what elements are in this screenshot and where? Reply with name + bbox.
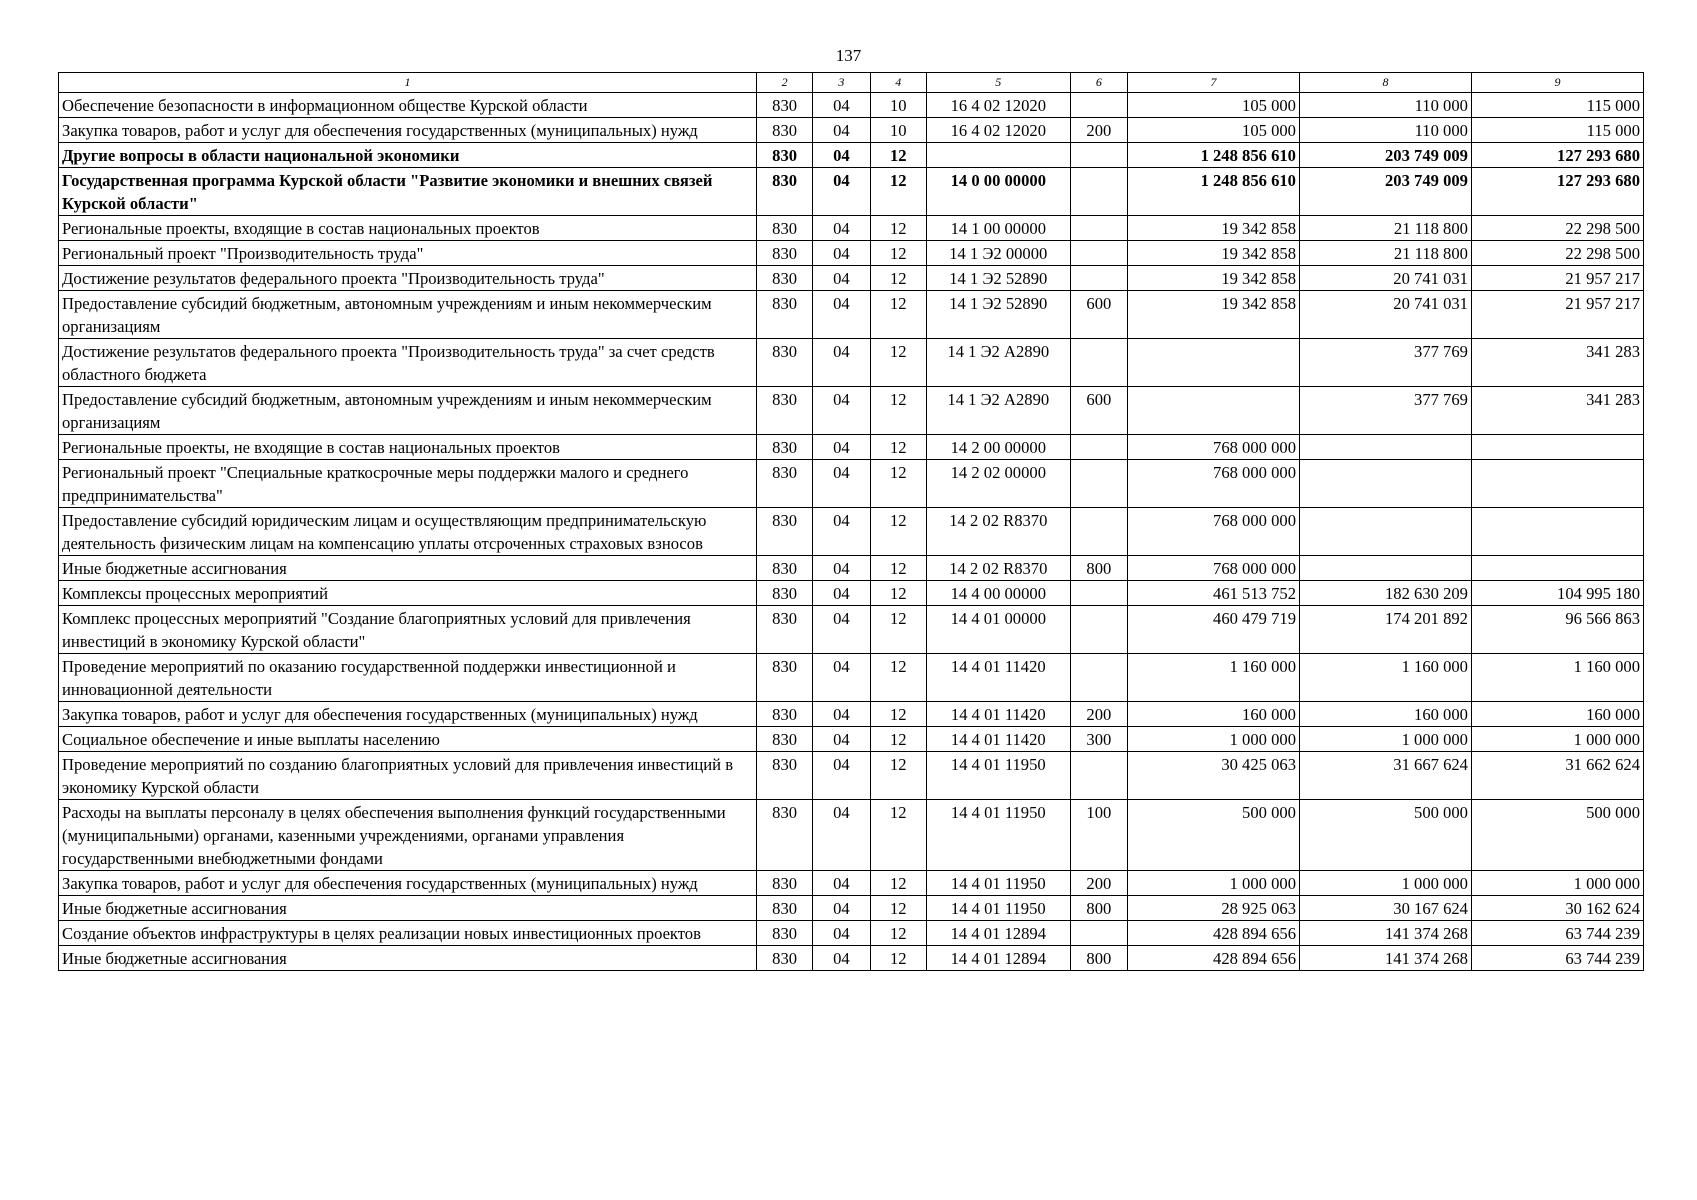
administrator-code-cell: 830 (756, 387, 812, 435)
subsection-code-cell: 12 (870, 241, 926, 266)
amount-cell-col7 (1128, 339, 1300, 387)
amount-cell-col7: 19 342 858 (1128, 241, 1300, 266)
subsection-code-cell: 12 (870, 946, 926, 971)
amount-cell-col9: 1 000 000 (1471, 727, 1643, 752)
administrator-code-cell: 830 (756, 702, 812, 727)
expense-type-code-cell: 100 (1070, 800, 1127, 871)
table-row (59, 241, 1644, 266)
column-header: 9 (1471, 73, 1643, 93)
subsection-code-cell: 12 (870, 800, 926, 871)
amount-cell-col9: 500 000 (1471, 800, 1643, 871)
expense-type-code-cell (1070, 508, 1127, 556)
expense-name-cell: Комплексы процессных мероприятий (59, 581, 757, 606)
expense-name-cell: Региональные проекты, входящие в состав национальных проектов (59, 216, 757, 241)
table-row (59, 946, 1644, 971)
amount-cell-col8: 377 769 (1299, 339, 1471, 387)
expense-type-code-cell (1070, 435, 1127, 460)
subsection-code-cell: 12 (870, 143, 926, 168)
table-row (59, 508, 1644, 556)
section-code-cell: 04 (813, 946, 870, 971)
target-article-code-cell: 14 4 01 12894 (926, 921, 1070, 946)
subsection-code-cell: 12 (870, 752, 926, 800)
administrator-code-cell: 830 (756, 266, 812, 291)
amount-cell-col7: 500 000 (1128, 800, 1300, 871)
amount-cell-col9: 104 995 180 (1471, 581, 1643, 606)
amount-cell-col7: 428 894 656 (1128, 946, 1300, 971)
expense-name-cell: Закупка товаров, работ и услуг для обеспечения государственных (муниципальных) нужд (59, 702, 757, 727)
expense-type-code-cell (1070, 581, 1127, 606)
expense-name-cell: Комплекс процессных мероприятий "Создание благоприятных условий для привлечения инвестиций в экономику Курской области" (59, 606, 757, 654)
section-code-cell: 04 (813, 752, 870, 800)
expense-type-code-cell (1070, 606, 1127, 654)
amount-cell-col8: 377 769 (1299, 387, 1471, 435)
section-code-cell: 04 (813, 921, 870, 946)
amount-cell-col8: 160 000 (1299, 702, 1471, 727)
column-number-row (59, 73, 1644, 93)
target-article-code-cell: 14 2 02 R8370 (926, 556, 1070, 581)
administrator-code-cell: 830 (756, 581, 812, 606)
administrator-code-cell: 830 (756, 727, 812, 752)
table-row (59, 460, 1644, 508)
amount-cell-col9: 21 957 217 (1471, 291, 1643, 339)
table-row (59, 435, 1644, 460)
administrator-code-cell: 830 (756, 291, 812, 339)
table-row (59, 168, 1644, 216)
table-row (59, 581, 1644, 606)
table-row (59, 387, 1644, 435)
amount-cell-col8: 141 374 268 (1299, 946, 1471, 971)
amount-cell-col9: 21 957 217 (1471, 266, 1643, 291)
amount-cell-col7: 1 248 856 610 (1128, 143, 1300, 168)
table-row (59, 654, 1644, 702)
expense-type-code-cell (1070, 93, 1127, 118)
section-code-cell: 04 (813, 581, 870, 606)
expense-name-cell: Проведение мероприятий по созданию благоприятных условий для привлечения инвестиций в экономику Курской области (59, 752, 757, 800)
amount-cell-col8: 1 000 000 (1299, 727, 1471, 752)
section-code-cell: 04 (813, 241, 870, 266)
amount-cell-col8 (1299, 435, 1471, 460)
section-code-cell: 04 (813, 118, 870, 143)
column-header: 7 (1128, 73, 1300, 93)
administrator-code-cell: 830 (756, 118, 812, 143)
amount-cell-col9: 115 000 (1471, 93, 1643, 118)
page-number: 137 (835, 46, 862, 65)
amount-cell-col9 (1471, 460, 1643, 508)
table-row (59, 266, 1644, 291)
target-article-code-cell: 14 4 01 00000 (926, 606, 1070, 654)
target-article-code-cell: 14 4 00 00000 (926, 581, 1070, 606)
section-code-cell: 04 (813, 266, 870, 291)
administrator-code-cell: 830 (756, 556, 812, 581)
section-code-cell: 04 (813, 216, 870, 241)
amount-cell-col8 (1299, 460, 1471, 508)
subsection-code-cell: 12 (870, 291, 926, 339)
column-header: 8 (1299, 73, 1471, 93)
amount-cell-col8: 31 667 624 (1299, 752, 1471, 800)
target-article-code-cell: 14 4 01 11950 (926, 871, 1070, 896)
amount-cell-col7: 19 342 858 (1128, 216, 1300, 241)
administrator-code-cell: 830 (756, 241, 812, 266)
target-article-code-cell: 14 4 01 11420 (926, 654, 1070, 702)
table-row (59, 339, 1644, 387)
administrator-code-cell: 830 (756, 168, 812, 216)
column-header: 2 (756, 73, 812, 93)
amount-cell-col9: 31 662 624 (1471, 752, 1643, 800)
target-article-code-cell: 14 1 Э2 А2890 (926, 387, 1070, 435)
expense-type-code-cell (1070, 266, 1127, 291)
amount-cell-col8: 141 374 268 (1299, 921, 1471, 946)
subsection-code-cell: 12 (870, 702, 926, 727)
subsection-code-cell: 10 (870, 93, 926, 118)
target-article-code-cell: 14 1 00 00000 (926, 216, 1070, 241)
amount-cell-col8: 174 201 892 (1299, 606, 1471, 654)
amount-cell-col9: 22 298 500 (1471, 241, 1643, 266)
amount-cell-col7: 461 513 752 (1128, 581, 1300, 606)
target-article-code-cell: 14 2 00 00000 (926, 435, 1070, 460)
amount-cell-col9: 63 744 239 (1471, 921, 1643, 946)
expense-name-cell: Предоставление субсидий бюджетным, автономным учреждениям и иным некоммерческим организациям (59, 291, 757, 339)
expense-name-cell: Расходы на выплаты персоналу в целях обеспечения выполнения функций государственными (муниципальными) органами, казенными учреждениями, органами управления государственными внебюджетными фондами (59, 800, 757, 871)
expense-type-code-cell (1070, 216, 1127, 241)
section-code-cell: 04 (813, 387, 870, 435)
amount-cell-col8: 500 000 (1299, 800, 1471, 871)
amount-cell-col8: 203 749 009 (1299, 143, 1471, 168)
administrator-code-cell: 830 (756, 800, 812, 871)
target-article-code-cell: 14 1 Э2 00000 (926, 241, 1070, 266)
subsection-code-cell: 12 (870, 581, 926, 606)
subsection-code-cell: 12 (870, 921, 926, 946)
amount-cell-col9: 160 000 (1471, 702, 1643, 727)
target-article-code-cell (926, 143, 1070, 168)
table-row (59, 800, 1644, 871)
expense-type-code-cell: 200 (1070, 871, 1127, 896)
subsection-code-cell: 12 (870, 460, 926, 508)
section-code-cell: 04 (813, 654, 870, 702)
expense-name-cell: Предоставление субсидий юридическим лицам и осуществляющим предпринимательскую деятельность физическим лицам на компенсацию уплаты отсроченных страховых взносов (59, 508, 757, 556)
table-row (59, 143, 1644, 168)
administrator-code-cell: 830 (756, 946, 812, 971)
amount-cell-col7: 19 342 858 (1128, 266, 1300, 291)
expense-name-cell: Региональные проекты, не входящие в состав национальных проектов (59, 435, 757, 460)
administrator-code-cell: 830 (756, 143, 812, 168)
table-row (59, 93, 1644, 118)
amount-cell-col8: 30 167 624 (1299, 896, 1471, 921)
expense-type-code-cell (1070, 143, 1127, 168)
amount-cell-col7: 105 000 (1128, 93, 1300, 118)
amount-cell-col9: 115 000 (1471, 118, 1643, 143)
table-row (59, 921, 1644, 946)
administrator-code-cell: 830 (756, 93, 812, 118)
section-code-cell: 04 (813, 291, 870, 339)
amount-cell-col8: 1 160 000 (1299, 654, 1471, 702)
expense-type-code-cell: 600 (1070, 291, 1127, 339)
amount-cell-col8 (1299, 508, 1471, 556)
amount-cell-col7: 160 000 (1128, 702, 1300, 727)
expense-name-cell: Иные бюджетные ассигнования (59, 556, 757, 581)
expense-type-code-cell: 200 (1070, 702, 1127, 727)
amount-cell-col7: 768 000 000 (1128, 460, 1300, 508)
amount-cell-col8: 110 000 (1299, 118, 1471, 143)
expense-name-cell: Проведение мероприятий по оказанию государственной поддержки инвестиционной и инновационной деятельности (59, 654, 757, 702)
budget-table (58, 72, 1644, 971)
target-article-code-cell: 16 4 02 12020 (926, 93, 1070, 118)
expense-name-cell: Государственная программа Курской области "Развитие экономики и внешних связей Курской области" (59, 168, 757, 216)
subsection-code-cell: 12 (870, 508, 926, 556)
expense-name-cell: Закупка товаров, работ и услуг для обеспечения государственных (муниципальных) нужд (59, 118, 757, 143)
amount-cell-col8: 110 000 (1299, 93, 1471, 118)
section-code-cell: 04 (813, 93, 870, 118)
column-header: 6 (1070, 73, 1127, 93)
section-code-cell: 04 (813, 143, 870, 168)
amount-cell-col9: 341 283 (1471, 339, 1643, 387)
amount-cell-col7: 19 342 858 (1128, 291, 1300, 339)
amount-cell-col8: 21 118 800 (1299, 216, 1471, 241)
expense-type-code-cell: 600 (1070, 387, 1127, 435)
expense-type-code-cell (1070, 921, 1127, 946)
expense-name-cell: Иные бюджетные ассигнования (59, 946, 757, 971)
administrator-code-cell: 830 (756, 654, 812, 702)
expense-type-code-cell (1070, 460, 1127, 508)
amount-cell-col8: 203 749 009 (1299, 168, 1471, 216)
expense-name-cell: Социальное обеспечение и иные выплаты населению (59, 727, 757, 752)
table-row (59, 216, 1644, 241)
expense-type-code-cell: 800 (1070, 556, 1127, 581)
amount-cell-col8: 21 118 800 (1299, 241, 1471, 266)
expense-name-cell: Достижение результатов федерального проекта "Производительность труда" (59, 266, 757, 291)
expense-name-cell: Создание объектов инфраструктуры в целях реализации новых инвестиционных проектов (59, 921, 757, 946)
amount-cell-col9 (1471, 435, 1643, 460)
section-code-cell: 04 (813, 339, 870, 387)
section-code-cell: 04 (813, 556, 870, 581)
amount-cell-col9: 127 293 680 (1471, 168, 1643, 216)
table-row (59, 606, 1644, 654)
amount-cell-col7 (1128, 387, 1300, 435)
subsection-code-cell: 12 (870, 435, 926, 460)
expense-name-cell: Предоставление субсидий бюджетным, автономным учреждениям и иным некоммерческим организациям (59, 387, 757, 435)
section-code-cell: 04 (813, 800, 870, 871)
target-article-code-cell: 14 4 01 12894 (926, 946, 1070, 971)
section-code-cell: 04 (813, 435, 870, 460)
subsection-code-cell: 12 (870, 871, 926, 896)
administrator-code-cell: 830 (756, 216, 812, 241)
amount-cell-col9: 22 298 500 (1471, 216, 1643, 241)
amount-cell-col9: 63 744 239 (1471, 946, 1643, 971)
column-header: 3 (813, 73, 870, 93)
amount-cell-col9: 341 283 (1471, 387, 1643, 435)
target-article-code-cell: 14 1 Э2 А2890 (926, 339, 1070, 387)
amount-cell-col7: 1 000 000 (1128, 727, 1300, 752)
administrator-code-cell: 830 (756, 339, 812, 387)
amount-cell-col8: 182 630 209 (1299, 581, 1471, 606)
subsection-code-cell: 12 (870, 654, 926, 702)
amount-cell-col7: 105 000 (1128, 118, 1300, 143)
column-header: 1 (59, 73, 757, 93)
expense-type-code-cell (1070, 654, 1127, 702)
expense-type-code-cell (1070, 168, 1127, 216)
expense-type-code-cell: 200 (1070, 118, 1127, 143)
table-row (59, 752, 1644, 800)
administrator-code-cell: 830 (756, 871, 812, 896)
target-article-code-cell: 14 1 Э2 52890 (926, 266, 1070, 291)
amount-cell-col7: 1 248 856 610 (1128, 168, 1300, 216)
administrator-code-cell: 830 (756, 752, 812, 800)
subsection-code-cell: 12 (870, 606, 926, 654)
subsection-code-cell: 12 (870, 339, 926, 387)
subsection-code-cell: 12 (870, 168, 926, 216)
amount-cell-col7: 768 000 000 (1128, 556, 1300, 581)
table-row (59, 727, 1644, 752)
target-article-code-cell: 14 1 Э2 52890 (926, 291, 1070, 339)
subsection-code-cell: 10 (870, 118, 926, 143)
administrator-code-cell: 830 (756, 896, 812, 921)
expense-name-cell: Достижение результатов федерального проекта "Производительность труда" за счет средств областного бюджета (59, 339, 757, 387)
target-article-code-cell: 14 4 01 11950 (926, 752, 1070, 800)
section-code-cell: 04 (813, 460, 870, 508)
administrator-code-cell: 830 (756, 460, 812, 508)
amount-cell-col7: 30 425 063 (1128, 752, 1300, 800)
amount-cell-col9 (1471, 556, 1643, 581)
amount-cell-col7: 28 925 063 (1128, 896, 1300, 921)
column-header: 5 (926, 73, 1070, 93)
administrator-code-cell: 830 (756, 435, 812, 460)
expense-name-cell: Региональный проект "Производительность труда" (59, 241, 757, 266)
target-article-code-cell: 16 4 02 12020 (926, 118, 1070, 143)
amount-cell-col9: 96 566 863 (1471, 606, 1643, 654)
amount-cell-col9: 127 293 680 (1471, 143, 1643, 168)
section-code-cell: 04 (813, 508, 870, 556)
target-article-code-cell: 14 0 00 00000 (926, 168, 1070, 216)
section-code-cell: 04 (813, 702, 870, 727)
expense-name-cell: Другие вопросы в области национальной экономики (59, 143, 757, 168)
subsection-code-cell: 12 (870, 216, 926, 241)
amount-cell-col7: 460 479 719 (1128, 606, 1300, 654)
target-article-code-cell: 14 4 01 11950 (926, 800, 1070, 871)
expense-name-cell: Иные бюджетные ассигнования (59, 896, 757, 921)
subsection-code-cell: 12 (870, 387, 926, 435)
section-code-cell: 04 (813, 727, 870, 752)
target-article-code-cell: 14 2 02 R8370 (926, 508, 1070, 556)
target-article-code-cell: 14 4 01 11420 (926, 702, 1070, 727)
administrator-code-cell: 830 (756, 921, 812, 946)
amount-cell-col8 (1299, 556, 1471, 581)
expense-name-cell: Региональный проект "Специальные краткосрочные меры поддержки малого и среднего предпринимательства" (59, 460, 757, 508)
table-row (59, 291, 1644, 339)
target-article-code-cell: 14 4 01 11420 (926, 727, 1070, 752)
table-row (59, 556, 1644, 581)
subsection-code-cell: 12 (870, 556, 926, 581)
section-code-cell: 04 (813, 871, 870, 896)
amount-cell-col7: 768 000 000 (1128, 435, 1300, 460)
subsection-code-cell: 12 (870, 896, 926, 921)
section-code-cell: 04 (813, 896, 870, 921)
table-row (59, 118, 1644, 143)
amount-cell-col9: 30 162 624 (1471, 896, 1643, 921)
table-row (59, 896, 1644, 921)
table-row (59, 702, 1644, 727)
expense-type-code-cell (1070, 339, 1127, 387)
expense-name-cell: Закупка товаров, работ и услуг для обеспечения государственных (муниципальных) нужд (59, 871, 757, 896)
expense-type-code-cell (1070, 752, 1127, 800)
target-article-code-cell: 14 2 02 00000 (926, 460, 1070, 508)
section-code-cell: 04 (813, 168, 870, 216)
expense-type-code-cell (1070, 241, 1127, 266)
expense-type-code-cell: 300 (1070, 727, 1127, 752)
amount-cell-col8: 20 741 031 (1299, 291, 1471, 339)
expense-name-cell: Обеспечение безопасности в информационном обществе Курской области (59, 93, 757, 118)
section-code-cell: 04 (813, 606, 870, 654)
expense-type-code-cell: 800 (1070, 896, 1127, 921)
amount-cell-col7: 1 000 000 (1128, 871, 1300, 896)
table-row (59, 871, 1644, 896)
amount-cell-col7: 768 000 000 (1128, 508, 1300, 556)
expense-type-code-cell: 800 (1070, 946, 1127, 971)
amount-cell-col9: 1 000 000 (1471, 871, 1643, 896)
amount-cell-col7: 1 160 000 (1128, 654, 1300, 702)
column-header: 4 (870, 73, 926, 93)
amount-cell-col9 (1471, 508, 1643, 556)
amount-cell-col8: 20 741 031 (1299, 266, 1471, 291)
subsection-code-cell: 12 (870, 266, 926, 291)
target-article-code-cell: 14 4 01 11950 (926, 896, 1070, 921)
amount-cell-col9: 1 160 000 (1471, 654, 1643, 702)
amount-cell-col8: 1 000 000 (1299, 871, 1471, 896)
administrator-code-cell: 830 (756, 606, 812, 654)
amount-cell-col7: 428 894 656 (1128, 921, 1300, 946)
subsection-code-cell: 12 (870, 727, 926, 752)
administrator-code-cell: 830 (756, 508, 812, 556)
